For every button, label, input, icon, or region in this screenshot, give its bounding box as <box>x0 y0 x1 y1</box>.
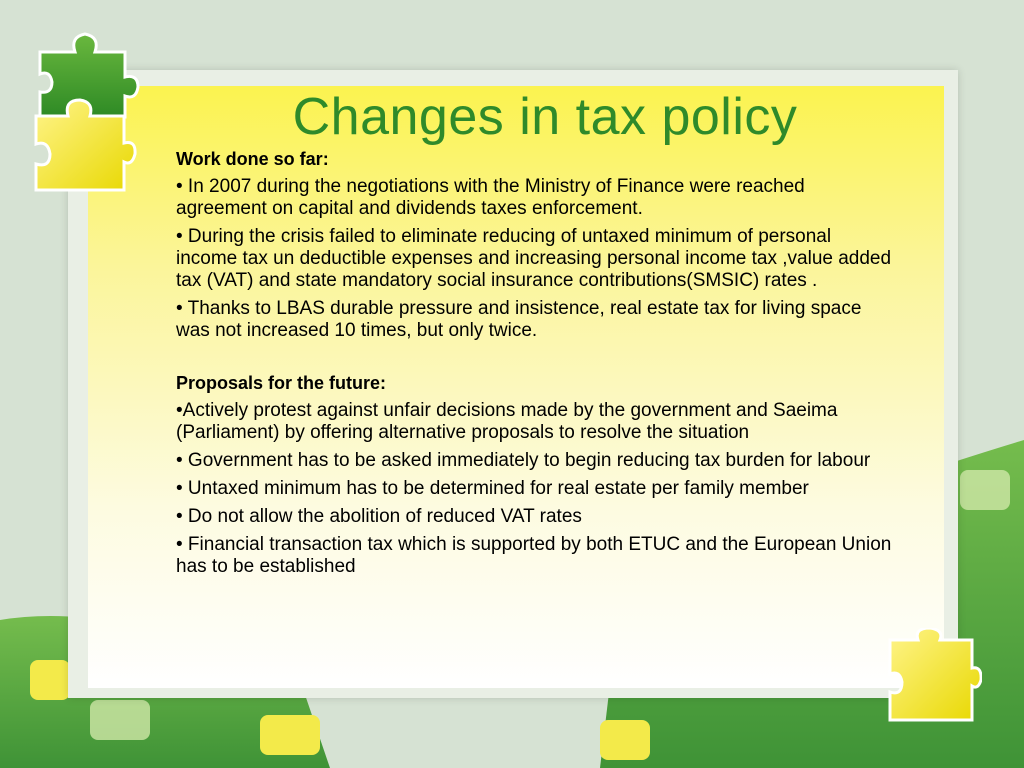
yellow-puzzle-piece-icon <box>28 98 138 198</box>
bullet-item: • In 2007 during the negotiations with the Ministry of Finance were reached agreement on capital and dividends taxes enforcement. <box>176 176 805 219</box>
slide-body <box>176 148 896 584</box>
bullet-item: • During the crisis failed to eliminate reducing of untaxed minimum of personal income tax un deductible expenses and increasing personal income tax ,value added tax (VAT) and state mandatory social insurance contributions(SMSIC) rates . <box>176 226 892 291</box>
bullet-item: • Government has to be asked immediately to begin reducing tax burden for labour <box>176 450 871 471</box>
bullet-item: • Untaxed minimum has to be determined for real estate per family member <box>176 478 809 499</box>
section-heading-work-done: Work done so far: <box>176 149 329 169</box>
slide-title: Changes in tax policy <box>292 88 798 146</box>
bullet-item: • Thanks to LBAS durable pressure and insistence, real estate tax for living space was not increased 10 times, but only twice. <box>176 298 862 341</box>
bullet-item: • Do not allow the abolition of reduced VAT rates <box>176 506 582 527</box>
yellow-puzzle-piece-icon <box>882 628 982 728</box>
section-heading-proposals: Proposals for the future: <box>176 373 387 393</box>
bullet-item: •Actively protest against unfair decisions made by the government and Saeima (Parliament) by offering alternative proposals to resolve the situation <box>176 400 838 443</box>
bullet-item: • Financial transaction tax which is supported by both ETUC and the European Union has to be established <box>176 534 892 577</box>
